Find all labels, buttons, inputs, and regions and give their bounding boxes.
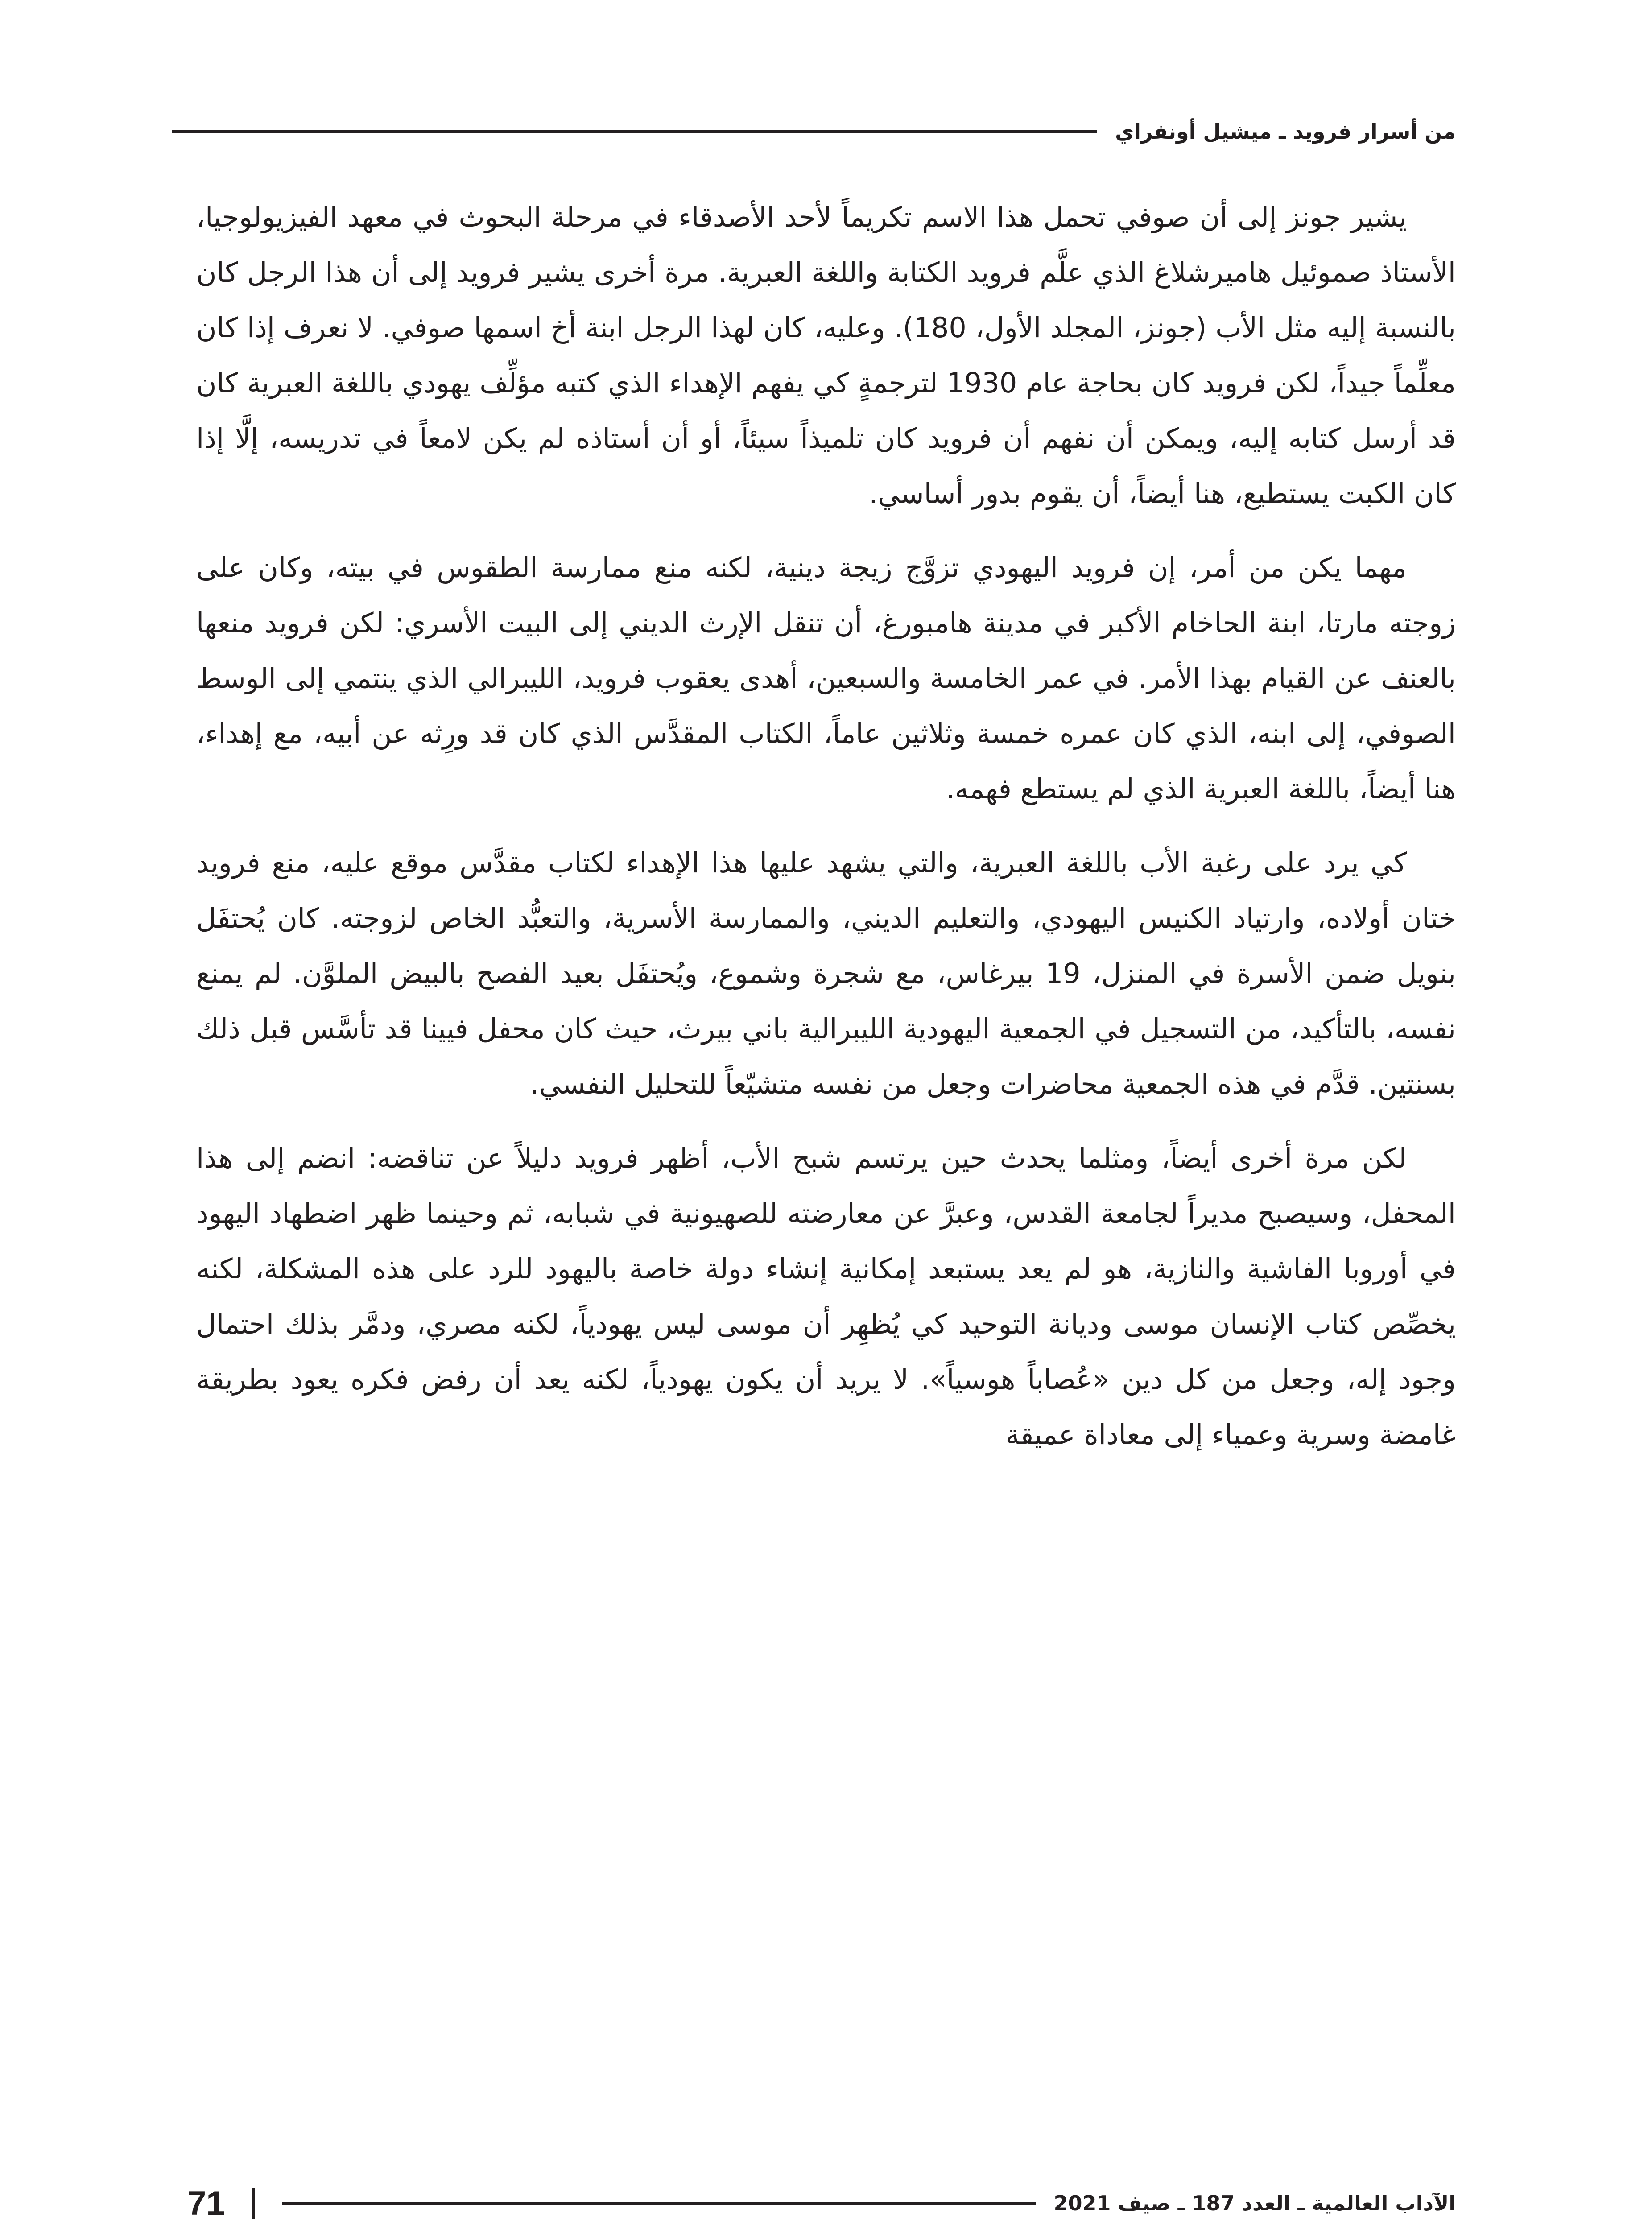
paragraph-4: لكن مرة أخرى أيضاً، ومثلما يحدث حين يرتسم شبح الأب، أظهر فرويد دليلاً عن تناقضه: انضم إلى هذا المحفل، وسيصبح مديراً لجامعة القدس، وعبرَّ عن معارضته للصهيونية في شبابه، ثم وحينما ظهر اضطهاد اليهود في أوروبا الفاشية والنازية، هو لم يعد يستبعد إمكانية إنشاء دولة خاصة باليهود للرد على هذه المشكلة، لكنه يخصِّص كتاب الإنسان موسى وديانة التوحيد كي يُظهِر أن موسى ليس يهودياً، لكنه مصري، ودمَّر بذلك احتمال وجود إله، وجعل من كل دين «عُصاباً هوسياً». لا يريد أن يكون يهودياً، لكنه يعد أن رفض فكره يعود بطريقة غامضة وسرية وعمياء إلى معاداة عميقة <box>196 1142 1456 1451</box>
paragraph-2: مهما يكن من أمر، إن فرويد اليهودي تزوَّج زيجة دينية، لكنه منع ممارسة الطقوس في بيته، وكان على زوجته مارتا، ابنة الحاخام الأكبر في مدينة هامبورغ، أن تنقل الإرث الديني إلى البيت الأسري: لكن فرويد منعها بالعنف عن القيام بهذا الأمر. في عمر الخامسة والسبعين، أهدى يعقوب فرويد، الليبرالي الذي ينتمي إلى الوسط الصوفي، إلى ابنه، الذي كان عمره خمسة وثلاثين عاماً، الكتاب المقدَّس الذي كان قد ورِثه عن أبيه، مع إهداء، هنا أيضاً، باللغة العبرية الذي لم يستطع فهمه. <box>196 551 1456 805</box>
footer-divider <box>252 2188 255 2219</box>
page-number: 71 <box>187 2184 225 2222</box>
paragraph-1: يشير جونز إلى أن صوفي تحمل هذا الاسم تكريماً لأحد الأصدقاء في مرحلة البحوث في معهد الفيزيولوجيا، الأستاذ صموئيل هاميرشلاغ الذي علَّم فرويد الكتابة واللغة العبرية. مرة أخرى يشير فرويد إلى أن هذا الرجل كان بالنسبة إليه مثل الأب (جونز، المجلد الأول، 180). وعليه، كان لهذا الرجل ابنة أخ اسمها صوفي. لا نعرف إذا كان معلِّماً جيداً، لكن فرويد كان بحاجة عام 1930 لترجمةٍ كي يفهم الإهداء الذي كتبه مؤلِّف يهودي باللغة العبرية كان قد أرسل كتابه إليه، ويمكن أن نفهم أن فرويد كان تلميذاً سيئاً، أو أن أستاذه لم يكن لامعاً في تدريسه، إلَّا إذا كان الكبت يستطيع، هنا أيضاً، أن يقوم بدور أساسي. <box>196 201 1456 510</box>
paragraph-3: كي يرد على رغبة الأب باللغة العبرية، والتي يشهد عليها هذا الإهداء لكتاب مقدَّس موقع عليه، منع فرويد ختان أولاده، وارتياد الكنيس اليهودي، والتعليم الديني، والممارسة الأسرية، والتعبُّد الخاص لزوجته. كان يُحتفَل بنويل ضمن الأسرة في المنزل، 19 بيرغاس، مع شجرة وشموع، ويُحتفَل بعيد الفصح بالبيض الملوَّن. لم يمنع نفسه، بالتأكيد، من التسجيل في الجمعية اليهودية الليبرالية باني بيرث، حيث كان محفل فيينا قد تأسَّس قبل ذلك بسنتين. قدَّم في هذه الجمعية محاضرات وجعل من نفسه متشيّعاً للتحليل النفسي. <box>196 847 1456 1100</box>
page-footer <box>187 2181 1456 2226</box>
running-header <box>172 112 1456 152</box>
header-rule <box>172 130 1097 133</box>
running-title: من أسرار فرويد ـ ميشيل أونفراي <box>1115 120 1456 144</box>
journal-info: الآداب العالمية ـ العدد 187 ـ صيف 2021 <box>1053 2191 1456 2215</box>
footer-rule <box>282 2202 1036 2205</box>
article-body <box>196 190 1456 1481</box>
